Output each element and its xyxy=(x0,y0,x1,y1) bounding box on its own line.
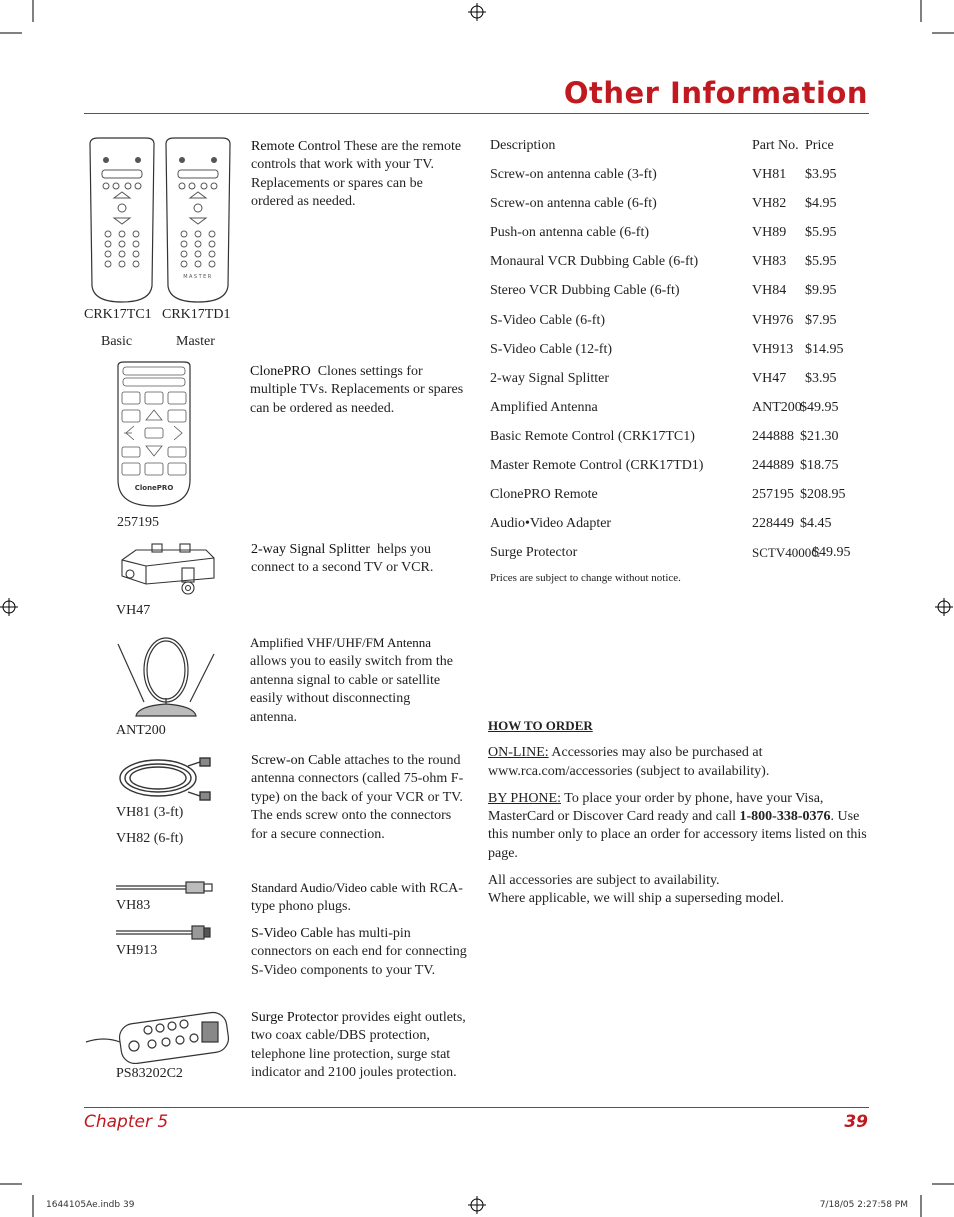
row-description: Surge Protector xyxy=(490,545,578,561)
remote-text: These are the remote controls that work with your TV. Replacements or spares can be ordered as needed. xyxy=(251,139,462,210)
phone-label: BY PHONE: xyxy=(488,790,561,806)
surge-text: provides eight outlets, two coax cable/DBS protection, telephone line protection, surge stat indicator and 2100 joules protection. xyxy=(251,1010,466,1081)
svideo-part: VH913 xyxy=(116,943,158,958)
row-price: $3.95 xyxy=(805,370,837,386)
row-description: S-Video Cable (12-ft) xyxy=(490,341,613,357)
clonepro-description xyxy=(250,363,470,418)
phone-text-2: . Use this number only to place an order for accessory items listed on this page. xyxy=(488,809,867,861)
col-header-price: Price xyxy=(805,138,834,153)
row-price: $49.95 xyxy=(812,545,851,561)
remote-name: Remote Control xyxy=(251,139,341,154)
row-part-no: VH913 xyxy=(752,341,794,357)
av-cable-part: VH83 xyxy=(116,898,151,913)
registration-mark-bottom xyxy=(468,1196,486,1214)
availability-line-1: All accessories are subject to availability. xyxy=(488,873,720,889)
availability-line-2: Where applicable, we will ship a superseding model. xyxy=(488,891,784,907)
col-header-description: Description xyxy=(490,138,556,153)
svideo-description xyxy=(251,925,469,980)
remote-master-label: Master xyxy=(176,334,215,349)
col-header-part-no: Part No. xyxy=(752,138,799,153)
surge-name: Surge Protector xyxy=(251,1010,339,1025)
row-description: Monaural VCR Dubbing Cable (6-ft) xyxy=(490,254,699,270)
table-row xyxy=(490,167,870,196)
table-row xyxy=(490,400,870,429)
svideo-name: S-Video Cable xyxy=(251,926,333,941)
table-row xyxy=(490,254,870,283)
screw-cable-description xyxy=(251,752,469,844)
table-row xyxy=(490,545,870,574)
price-note: Prices are subject to change without notice. xyxy=(490,572,681,585)
row-description: Audio•Video Adapter xyxy=(490,516,612,532)
av-cable-name: Standard Audio/Video cable xyxy=(251,880,398,895)
splitter-description xyxy=(251,541,466,578)
registration-mark-right xyxy=(935,598,953,616)
table-row xyxy=(490,429,870,458)
surge-part: PS83202C2 xyxy=(116,1066,183,1081)
row-part-no: VH89 xyxy=(752,225,787,241)
row-description: Master Remote Control (CRK17TD1) xyxy=(490,458,704,474)
row-description: ClonePRO Remote xyxy=(490,487,598,503)
remote-master-text: MASTER xyxy=(183,274,213,280)
slug-filename: 1644105Ae.indb 39 xyxy=(46,1200,135,1210)
row-price: $4.95 xyxy=(805,196,837,212)
table-row xyxy=(490,283,870,312)
row-price: $4.45 xyxy=(800,516,832,532)
slug-timestamp: 7/18/05 2:27:58 PM xyxy=(819,1200,908,1210)
antenna-image xyxy=(114,632,224,720)
row-description: Stereo VCR Dubbing Cable (6-ft) xyxy=(490,283,680,299)
row-part-no: VH83 xyxy=(752,254,787,270)
surge-protector-image xyxy=(84,1008,234,1064)
clonepro-part: 257195 xyxy=(117,515,159,530)
antenna-name: Amplified VHF/UHF/FM Antenna xyxy=(250,635,432,650)
parts-price-table xyxy=(490,138,870,584)
screw-cable-text: attaches to the round antenna connectors (called 75-ohm F-type) on the back of your VCR or TV. The ends screw onto the connectors for a secure connection. xyxy=(251,753,464,842)
row-price: $5.95 xyxy=(805,254,837,270)
row-price: $3.95 xyxy=(805,167,837,183)
signal-splitter-image xyxy=(116,540,220,596)
row-price: $18.75 xyxy=(800,458,839,474)
registration-mark-left xyxy=(0,598,18,616)
page-number: 39 xyxy=(844,1112,868,1132)
row-description: 2-way Signal Splitter xyxy=(490,370,609,386)
row-price: $14.95 xyxy=(805,341,844,357)
av-cable-image xyxy=(116,880,216,894)
row-part-no: VH84 xyxy=(752,283,787,299)
splitter-name: 2-way Signal Splitter xyxy=(251,542,370,557)
screw-cable-image xyxy=(114,752,214,806)
online-label: ON-LINE: xyxy=(488,745,549,761)
row-description: S-Video Cable (6-ft) xyxy=(490,312,606,328)
antenna-description xyxy=(250,634,460,727)
online-text: Accessories may also be purchased at www.rca.com/accessories (subject to availability). xyxy=(488,745,770,779)
phone-number: 1-800-338-0376 xyxy=(739,809,831,825)
remote-basic-part: CRK17TC1 xyxy=(84,307,152,322)
row-price: $49.95 xyxy=(800,399,839,415)
splitter-part: VH47 xyxy=(116,603,151,618)
row-part-no: VH82 xyxy=(752,196,787,212)
table-row xyxy=(490,342,870,371)
antenna-text: allows you to easily switch from the antenna signal to cable or satellite easily without disconnecting antenna. xyxy=(250,654,453,725)
row-part-no: VH47 xyxy=(752,370,787,386)
table-row xyxy=(490,487,870,516)
remote-controls-image xyxy=(86,136,232,306)
row-price: $21.30 xyxy=(800,428,839,444)
screw-cable-name: Screw-on Cable xyxy=(251,753,341,768)
row-part-no: 244888 xyxy=(752,428,794,444)
phone-paragraph xyxy=(488,790,873,863)
av-cable-description xyxy=(251,879,469,917)
row-description: Amplified Antenna xyxy=(490,399,598,415)
svideo-cable-image xyxy=(116,924,216,940)
table-row xyxy=(490,196,870,225)
row-part-no: VH976 xyxy=(752,312,794,328)
clonepro-remote-image xyxy=(114,360,194,508)
row-description: Screw-on antenna cable (3-ft) xyxy=(490,167,657,183)
row-description: Screw-on antenna cable (6-ft) xyxy=(490,196,657,212)
how-to-order-section xyxy=(488,717,873,909)
row-description: Push-on antenna cable (6-ft) xyxy=(490,225,649,241)
remote-basic-label: Basic xyxy=(101,334,133,349)
how-to-order-heading: HOW TO ORDER xyxy=(488,718,593,733)
table-row xyxy=(490,225,870,254)
chapter-label: Chapter 5 xyxy=(84,1112,169,1132)
clonepro-logo-text: ClonePRO xyxy=(134,484,174,492)
clonepro-text: Clones settings for multiple TVs. Replacements or spares can be ordered as needed. xyxy=(250,364,464,416)
phone-text-1: To place your order by phone, have your Visa, MasterCard or Discover Card ready and call xyxy=(488,790,824,825)
row-part-no: SCTV4000C xyxy=(752,545,820,561)
table-row xyxy=(490,371,870,400)
splitter-text: helps you connect to a second TV or VCR. xyxy=(251,542,434,576)
screw-cable-part-6ft: VH82 (6-ft) xyxy=(116,831,184,846)
availability-paragraph xyxy=(488,872,873,909)
footer-rule xyxy=(84,1107,869,1108)
registration-mark-top xyxy=(468,3,486,21)
svideo-text: has multi-pin connectors on each end for connecting S-Video components to your TV. xyxy=(251,926,467,978)
online-paragraph xyxy=(488,744,873,781)
row-part-no: 257195 xyxy=(752,487,794,503)
row-part-no: 228449 xyxy=(752,516,794,532)
screw-cable-part-3ft: VH81 (3-ft) xyxy=(116,805,184,820)
row-part-no: ANT200 xyxy=(752,399,802,415)
table-header-row xyxy=(490,138,870,167)
clonepro-name: ClonePRO xyxy=(250,364,311,379)
surge-description xyxy=(251,1009,473,1083)
table-row xyxy=(490,516,870,545)
remote-master-part: CRK17TD1 xyxy=(162,307,231,322)
row-part-no: 244889 xyxy=(752,458,794,474)
row-description: Basic Remote Control (CRK17TC1) xyxy=(490,428,695,444)
row-price: $7.95 xyxy=(805,312,837,328)
row-price: $9.95 xyxy=(805,283,837,299)
table-row xyxy=(490,313,870,342)
antenna-part: ANT200 xyxy=(116,723,166,738)
row-price: $5.95 xyxy=(805,225,837,241)
row-price: $208.95 xyxy=(800,487,846,503)
row-part-no: VH81 xyxy=(752,167,787,183)
remote-description xyxy=(251,138,466,212)
header-rule xyxy=(84,113,869,114)
page-title: Other Information xyxy=(563,76,868,110)
av-cable-text: with RCA-type phono plugs. xyxy=(251,881,463,915)
table-row xyxy=(490,458,870,487)
